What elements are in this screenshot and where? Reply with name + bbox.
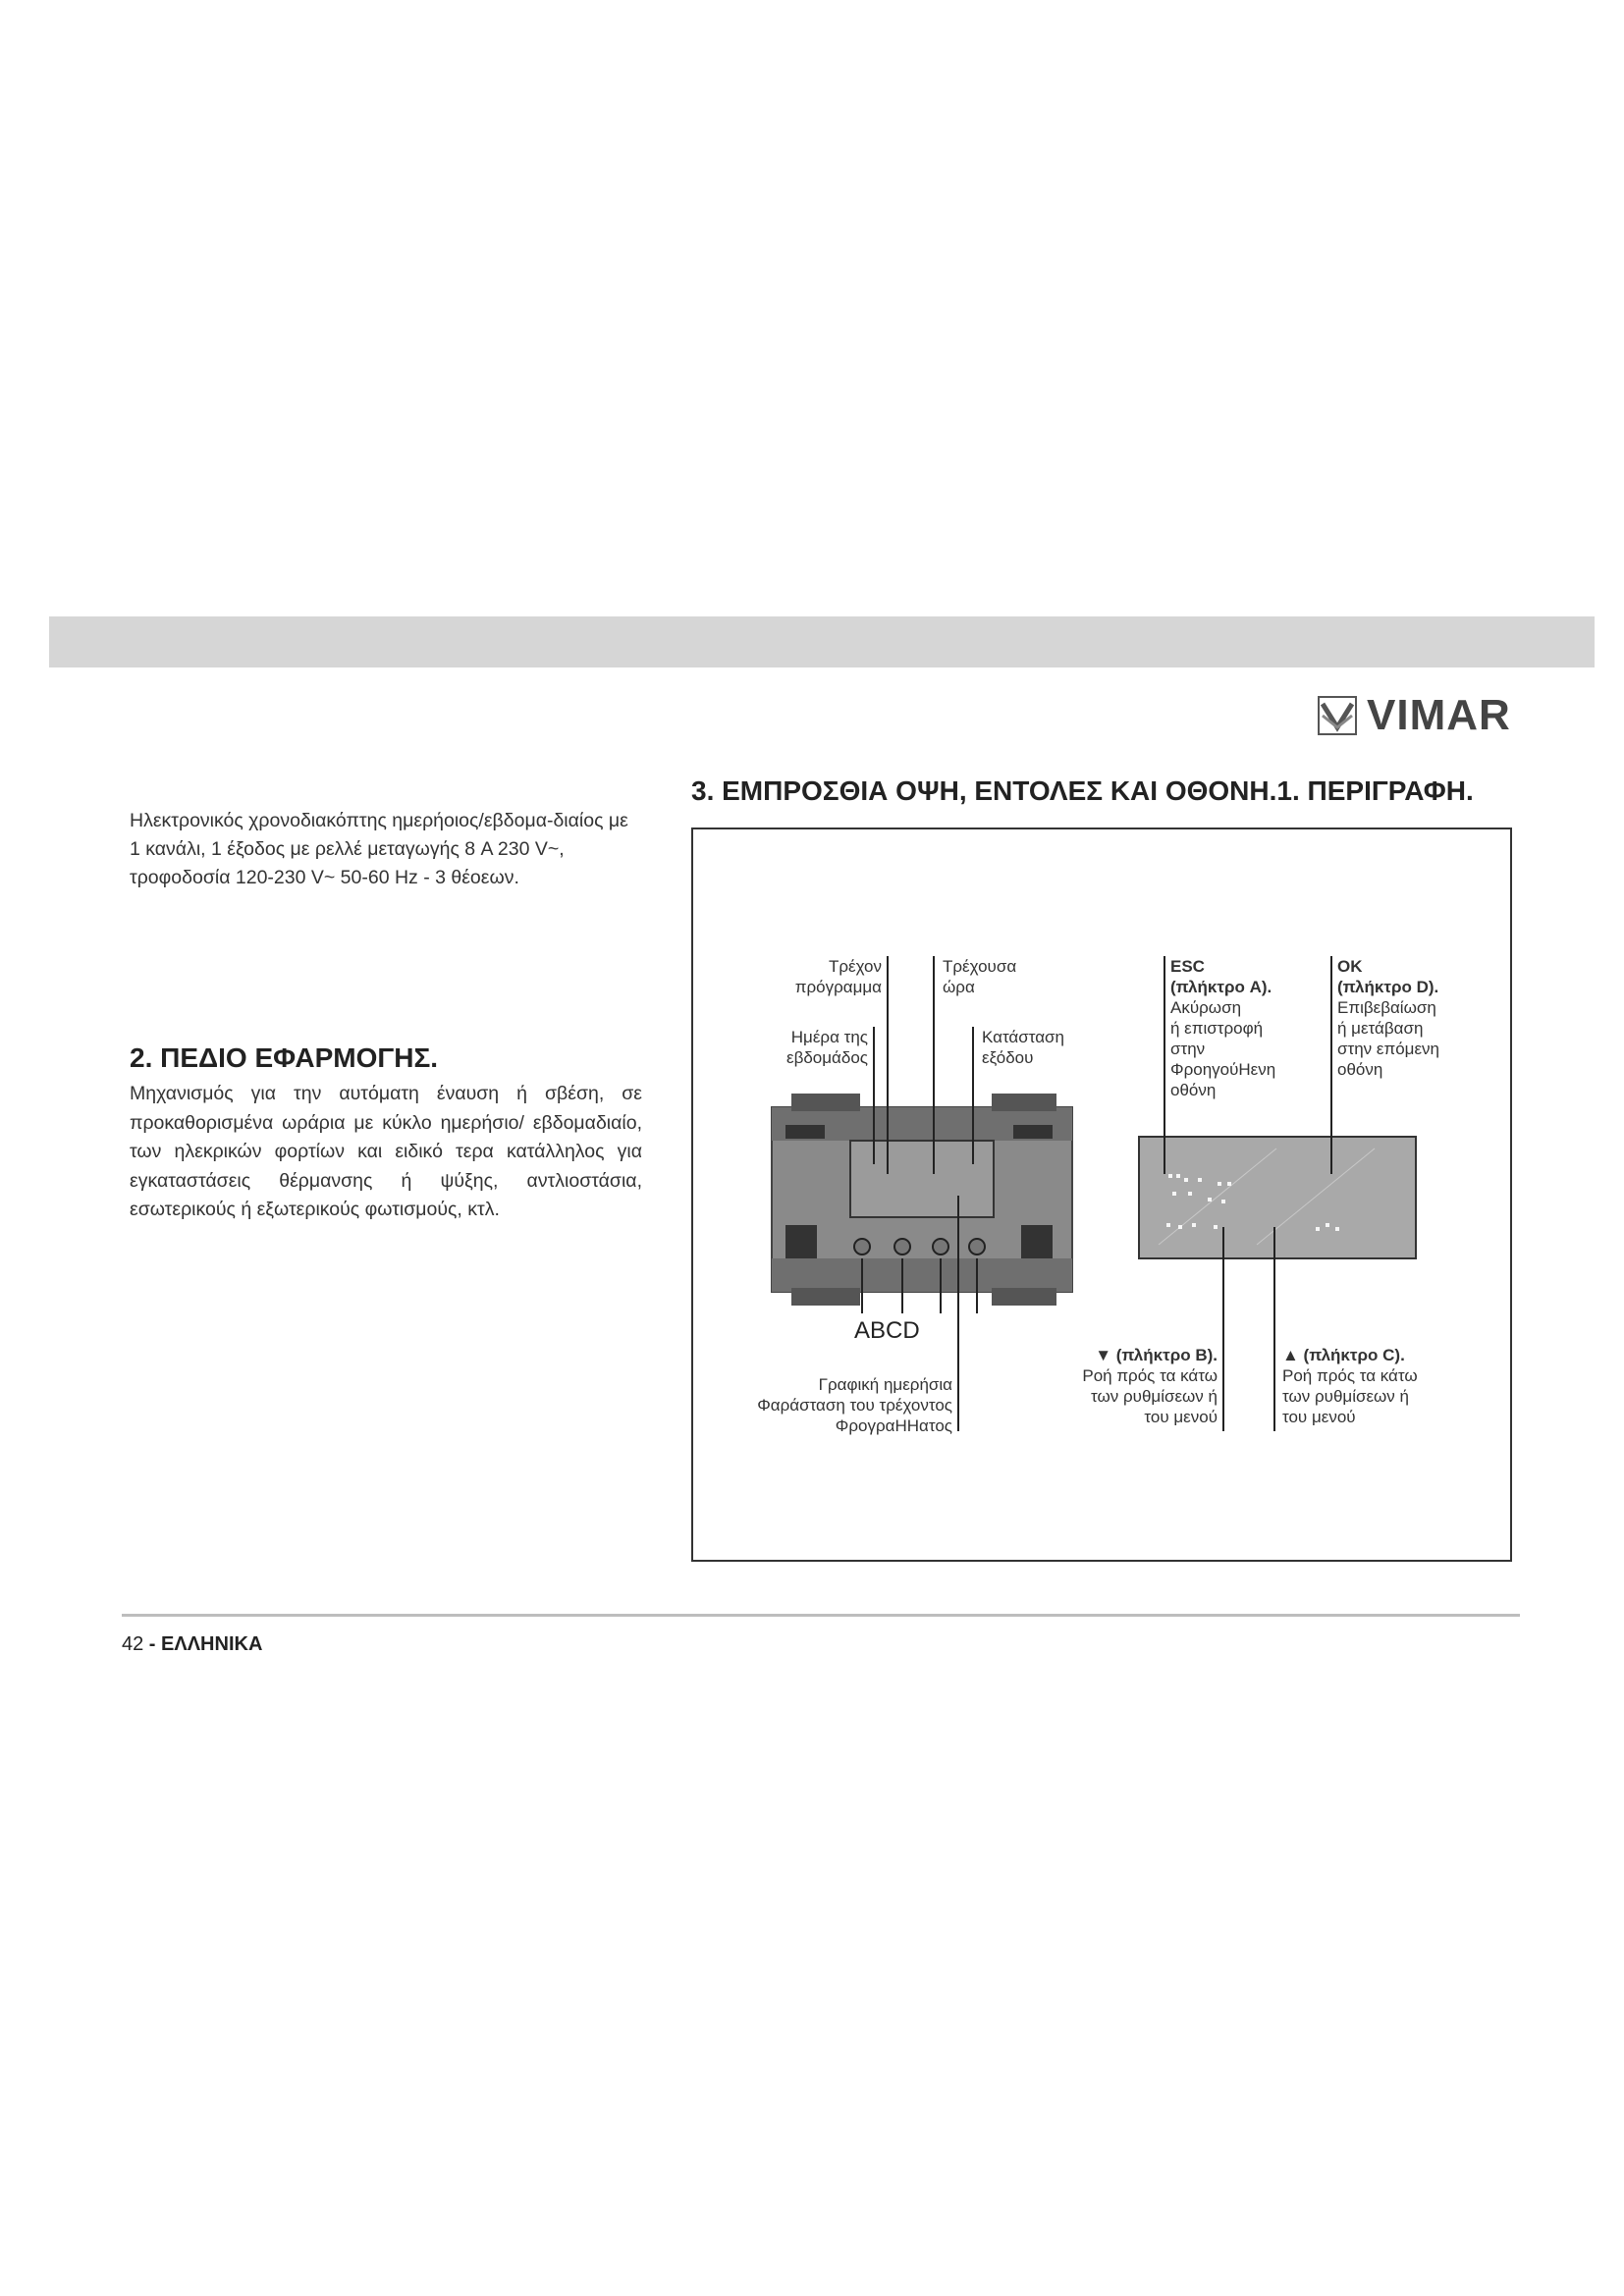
footer-rule	[122, 1614, 1520, 1617]
section-2-body: Μηχανισμός για την αυτόματη έναυση ή σβέση, σε προκαθορισμένα ωράρια με κύκλο ημερήσιο/ εβδομαδιαίο, των ηλεκρικών φορτίων και ειδικό τερα κατάλληλος για εγκαταστάσεις θέρμανσης ή ψύξης, αντλιοστάσια, εσωτερικούς ή εξωτερικούς φωτισμούς, κτλ.	[130, 1083, 642, 1220]
label-line: Ακύρωση	[1170, 998, 1242, 1017]
label-line: Φαράσταση του τρέχοντος	[757, 1396, 952, 1415]
button-d-icon	[969, 1239, 985, 1255]
label-key-b	[1021, 1345, 1218, 1427]
label-line: οθόνη	[1170, 1081, 1217, 1099]
label-line: Επιβεβαίωση	[1337, 998, 1436, 1017]
ok-title: OK	[1337, 957, 1363, 976]
footer-language: ΕΛΛΗΝΙΚΑ	[161, 1633, 263, 1655]
button-a-icon	[854, 1239, 870, 1255]
label-line: στην	[1170, 1040, 1206, 1058]
key-c-title: ▲ (πλήκτρο C).	[1282, 1346, 1405, 1364]
section-3-title: 3. ΕΜΠΡΟΣΘΙΑ ΟΨΗ, ΕΝΤΟΛΕΣ ΚΑΙ ΟΘΟΝΗ.1. ΠΕΡΙΓΡΑΦΗ.	[691, 775, 1474, 806]
label-line: Ημέρα της	[790, 1028, 868, 1046]
label-line: των ρυθμίσεων ή	[1282, 1387, 1409, 1406]
button-c-icon	[933, 1239, 948, 1255]
label-line: Κατάσταση	[982, 1028, 1065, 1046]
label-line: Τρέχουσα	[943, 957, 1017, 976]
footer-separator: -	[143, 1633, 162, 1655]
label-key-c	[1282, 1345, 1418, 1427]
label-line: ΦροηγούΗενη	[1170, 1060, 1276, 1079]
label-line: των ρυθμίσεων ή	[1091, 1387, 1218, 1406]
page-number: 42	[122, 1633, 144, 1655]
label-ok	[1337, 956, 1439, 1080]
label-graphic	[687, 1374, 952, 1436]
label-current-time	[943, 956, 1016, 997]
label-line: του μενού	[1282, 1408, 1356, 1426]
label-abcd: ABCD	[854, 1317, 920, 1344]
ok-key: (πλήκτρο D).	[1337, 978, 1439, 996]
intro-paragraph: Ηλεκτρονικός χρονοδιακόπτης ημερήοιος/εβδομα-διαίος με 1 κανάλι, 1 έξοδος με ρελλέ μεταγωγής 8 A 230 V~, τροφοδοσία 120-230 V~ 50-60 Hz - 3 θέοεων.	[130, 810, 628, 888]
label-line: Τρέχον	[828, 957, 882, 976]
button-b-icon	[894, 1239, 910, 1255]
label-line: ή μετάβαση	[1337, 1019, 1424, 1038]
label-line: πρόγραμμα	[794, 978, 882, 996]
label-line: Ροή πρός τα κάτω	[1282, 1366, 1418, 1385]
label-line: Γραφική ημερήσια	[818, 1375, 952, 1394]
label-line: ώρα	[943, 978, 975, 996]
label-line: εξόδου	[982, 1048, 1034, 1067]
label-line: οθόνη	[1337, 1060, 1383, 1079]
label-line: στην επόμενη	[1337, 1040, 1439, 1058]
label-line: ΦρογραΗΗατος	[835, 1416, 952, 1435]
esc-key: (πλήκτρο A).	[1170, 978, 1272, 996]
label-line: Ροή πρός τα κάτω	[1082, 1366, 1218, 1385]
label-line: εβδομάδος	[785, 1048, 868, 1067]
esc-title: ESC	[1170, 957, 1205, 976]
display-closeup	[1139, 1137, 1416, 1258]
page-footer	[122, 1633, 262, 1656]
label-line: του μενού	[1144, 1408, 1218, 1426]
label-line: ή επιστροφή	[1170, 1019, 1264, 1038]
key-b-title: ▼ (πλήκτρο B).	[1095, 1346, 1218, 1364]
section-2-title: 2. ΠΕΔΙΟ ΕΦΑΡΜΟΓΗΣ.	[130, 1042, 439, 1073]
brand-name: VIMAR	[1367, 691, 1511, 739]
label-day-of-week	[727, 1027, 868, 1068]
label-current-program	[742, 956, 882, 997]
label-output-state	[982, 1027, 1064, 1068]
label-esc	[1170, 956, 1275, 1100]
device-body	[772, 1094, 1072, 1306]
